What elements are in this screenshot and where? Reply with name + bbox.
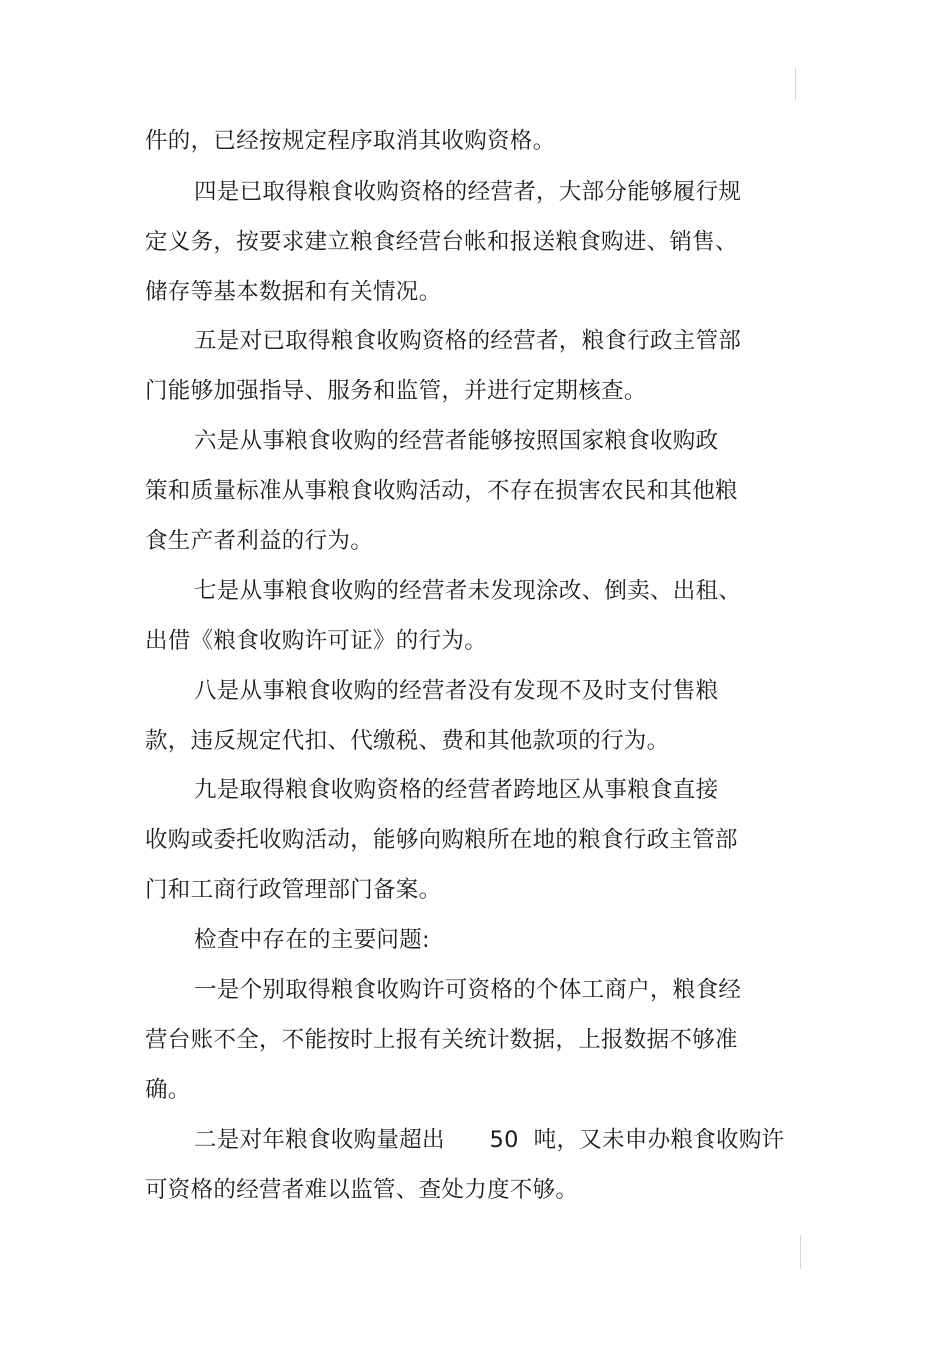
text-line: 营台账不全，不能按时上报有关统计数据，上报数据不够准 (145, 1027, 738, 1053)
text-line: 款，违反规定代扣、代缴税、费和其他款项的行为。 (145, 728, 670, 754)
text-line: 定义务，按要求建立粮食经营台帐和报送粮食购进、销售、 (145, 229, 738, 255)
text-line: 一是个别取得粮食收购许可资格的个体工商户，粮食经 (194, 977, 742, 1003)
text-line: 收购或委托收购活动，能够向购粮所在地的粮食行政主管部 (145, 827, 738, 853)
page-edge-mark-bottom (800, 1235, 801, 1269)
text-line: 五是对已取得粮食收购资格的经营者，粮食行政主管部 (194, 328, 742, 354)
text-line: 门能够加强指导、服务和监管，并进行定期核查。 (145, 378, 647, 404)
text-line: 四是已取得粮食收购资格的经营者，大部分能够履行规 (194, 179, 742, 205)
text-line: 八是从事粮食收购的经营者没有发现不及时支付售粮 (194, 678, 719, 704)
text-line: 七是从事粮食收购的经营者未发现涂改、倒卖、出租、 (194, 578, 742, 604)
text-line: 九是取得粮食收购资格的经营者跨地区从事粮食直接 (194, 777, 719, 803)
text-line: 检查中存在的主要问题: (194, 927, 430, 953)
text-line: 储存等基本数据和有关情况。 (145, 279, 442, 305)
text-line: 可资格的经营者难以监管、查处力度不够。 (145, 1177, 579, 1203)
text-line: 策和质量标准从事粮食收购活动，不存在损害农民和其他粮 (145, 478, 738, 504)
page-edge-mark-top (795, 68, 796, 100)
text-line: 件的，已经按规定程序取消其收购资格。 (145, 128, 556, 154)
text-line: 二是对年粮食收购量超出 50 吨，又未申办粮食收购许 (194, 1127, 785, 1153)
text-line: 出借《粮食收购许可证》的行为。 (145, 628, 488, 654)
text-line: 门和工商行政管理部门备案。 (145, 877, 442, 903)
text-line: 六是从事粮食收购的经营者能够按照国家粮食收购政 (194, 428, 719, 454)
text-line: 食生产者利益的行为。 (145, 528, 374, 554)
text-line: 确。 (145, 1077, 191, 1103)
